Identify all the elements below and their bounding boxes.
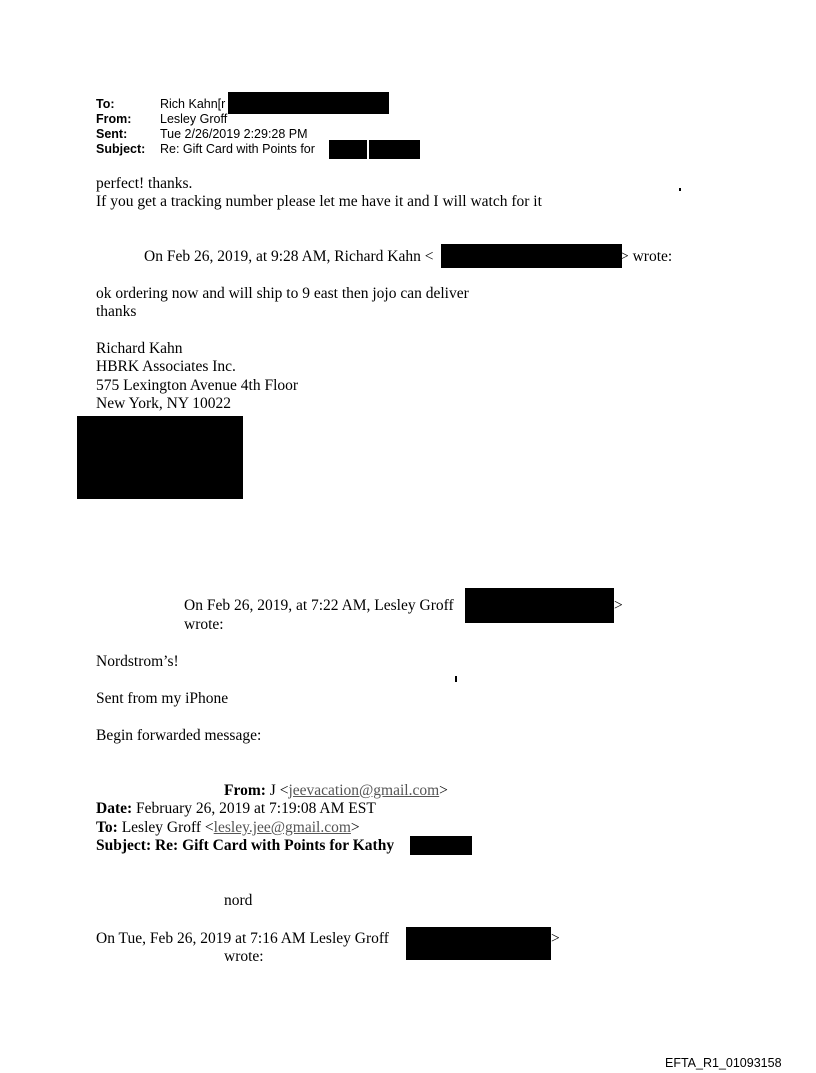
quote-intro: On Feb 26, 2019, at 7:22 AM, Lesley Groff — [184, 597, 454, 614]
signature-company: HBRK Associates Inc. — [96, 358, 236, 375]
quote-body-line: thanks — [96, 303, 137, 320]
forwarded-intro: On Tue, Feb 26, 2019 at 7:16 AM Lesley Groff — [96, 930, 389, 947]
to-value: Rich Kahn[r — [160, 97, 226, 111]
sent-label: Sent: — [96, 127, 128, 141]
subject-value: Re: Gift Card with Points for — [160, 142, 315, 156]
redaction-box — [410, 836, 472, 855]
quote-intro: On Feb 26, 2019, at 9:28 AM, Richard Kahn < — [144, 248, 434, 265]
redaction-box — [228, 92, 389, 114]
fwd-subject-label: Subject: — [96, 837, 152, 854]
signature-address: 575 Lexington Avenue 4th Floor — [96, 377, 299, 394]
forwarded-body: nord — [224, 892, 253, 909]
quote-intro-line2: wrote: — [184, 616, 224, 633]
sent-value: Tue 2/26/2019 2:29:28 PM — [160, 127, 308, 141]
fwd-from-label: From: — [224, 782, 266, 799]
fwd-to-close: > — [350, 819, 360, 836]
subject-label: Subject: — [96, 142, 146, 156]
redaction-box — [329, 140, 367, 159]
quote-body-line: ok ordering now and will ship to 9 east then jojo can deliver — [96, 285, 469, 302]
header-subject — [96, 142, 315, 157]
header-to — [96, 97, 225, 112]
forwarded-to — [96, 819, 360, 837]
speck-mark — [455, 676, 457, 682]
quote-body-line: Nordstrom’s! — [96, 653, 179, 670]
quote-body-line: Sent from my iPhone — [96, 690, 229, 707]
fwd-from-close: > — [439, 782, 448, 799]
forwarded-from — [224, 782, 448, 800]
from-value: Lesley Groff — [160, 112, 228, 126]
header-sent — [96, 127, 308, 142]
fwd-date-label: Date: — [96, 800, 133, 817]
quote-intro-suffix: > — [614, 597, 623, 614]
forwarded-intro-line2: wrote: — [224, 948, 264, 965]
quote-body-line: Begin forwarded message: — [96, 727, 262, 744]
from-label: From: — [96, 112, 132, 126]
fwd-to-name: Lesley Groff < — [121, 819, 214, 836]
forwarded-subject — [96, 837, 394, 855]
signature-address: New York, NY 10022 — [96, 395, 232, 412]
forwarded-date — [96, 800, 376, 818]
fwd-date-value: February 26, 2019 at 7:19:08 AM EST — [136, 800, 376, 817]
redaction-box — [369, 140, 420, 159]
fwd-subject-value: Re: Gift Card with Points for Kathy — [154, 837, 395, 854]
to-label: To: — [96, 97, 115, 111]
fwd-from-name: J < — [269, 782, 289, 799]
fwd-to-email-link[interactable]: lesley.jee@gmail.com — [213, 819, 351, 836]
redaction-box — [77, 416, 243, 499]
speck-mark — [679, 188, 681, 191]
document-id: EFTA_R1_01093158 — [665, 1056, 782, 1070]
redaction-box — [465, 588, 614, 623]
reply-line: If you get a tracking number please let me have it and I will watch for it — [96, 193, 542, 210]
redaction-box — [441, 244, 622, 268]
fwd-from-email-link[interactable]: jeevacation@gmail.com — [288, 782, 440, 799]
reply-line: perfect! thanks. — [96, 175, 193, 192]
quote-intro-suffix: > wrote: — [620, 248, 673, 265]
signature-name: Richard Kahn — [96, 340, 183, 357]
redaction-box — [406, 927, 551, 960]
fwd-to-label: To: — [96, 819, 118, 836]
header-from — [96, 112, 227, 127]
forwarded-intro-suffix: > — [551, 930, 560, 947]
